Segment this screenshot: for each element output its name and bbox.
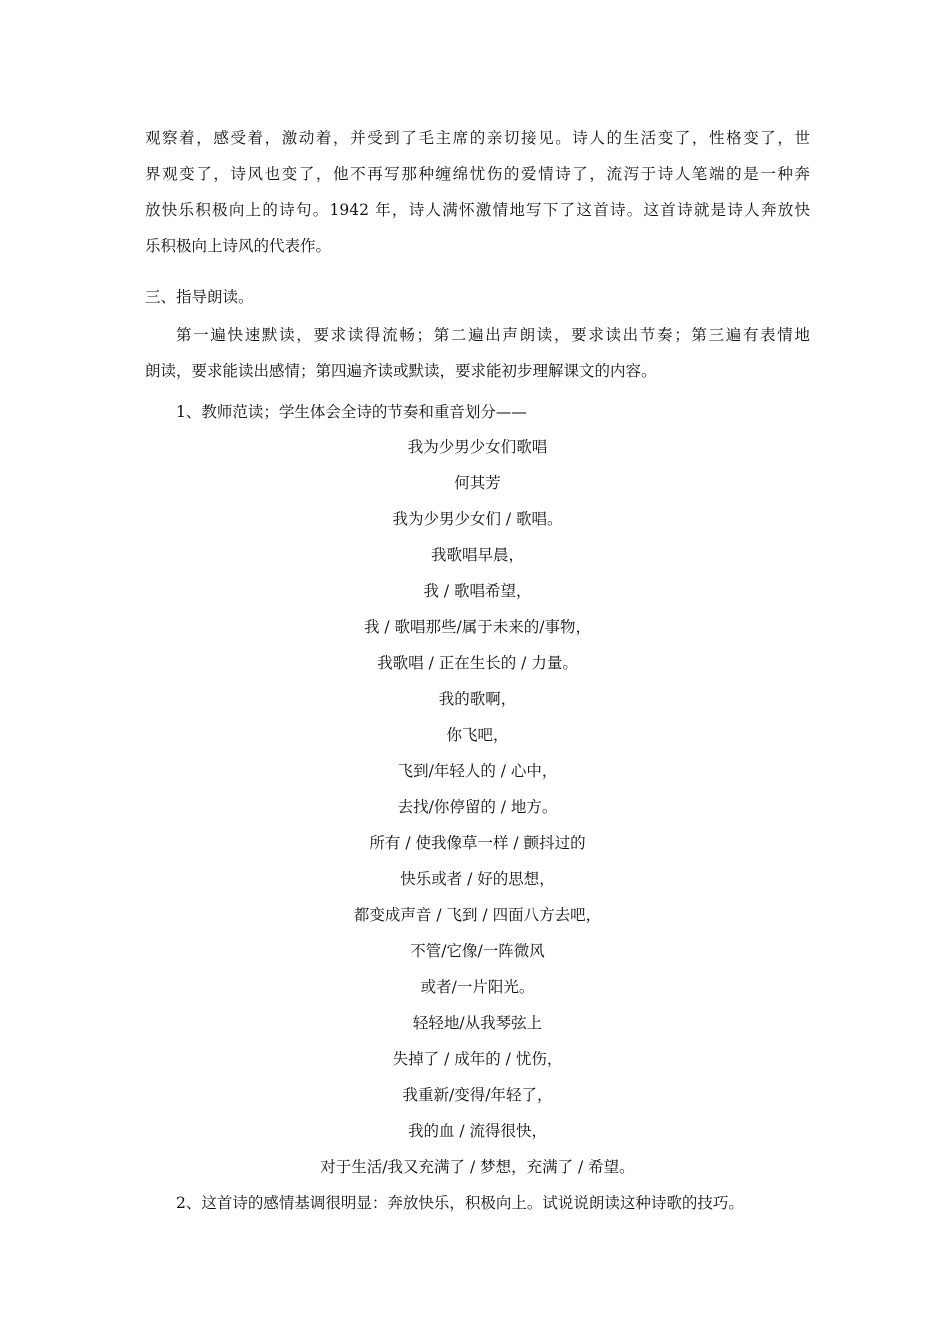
- poem-title: 我为少男少女们歌唱: [407, 438, 548, 456]
- poem-line: 我 / 歌唱希望，: [423, 582, 532, 600]
- poem-line: 都变成声音 / 飞到 / 四面八方去吧，: [353, 906, 602, 924]
- poem-line: 你飞吧，: [446, 726, 509, 744]
- item-2: 2、这首诗的感情基调很明显：奔放快乐，积极向上。试说说朗读这种诗歌的技巧。: [176, 1194, 744, 1212]
- poem-line: 轻轻地/从我琴弦上: [412, 1014, 543, 1032]
- poem-line: 我的歌啊，: [438, 690, 517, 708]
- poem-line: 或者/一片阳光。: [420, 978, 535, 996]
- poem-line: 我 / 歌唱那些/属于未来的/事物，: [363, 618, 592, 636]
- intro-line-2: 界观变了，诗风也变了，他不再写那种缠绵忧伤的爱情诗了，流泻于诗人笔端的是一种奔: [145, 165, 810, 183]
- reading-line-1: 第一遍快速默读，要求读得流畅；第二遍出声朗读，要求读出节奏；第三遍有表情地: [176, 326, 810, 344]
- poem-line: 去找/你停留的 / 地方。: [397, 798, 558, 816]
- poem-line: 我歌唱早晨，: [430, 546, 524, 564]
- reading-line-2: 朗读，要求能读出感情；第四遍齐读或默读，要求能初步理解课文的内容。: [145, 362, 657, 380]
- poem-line: 不管/它像/一阵微风: [410, 942, 545, 960]
- poem-line: 对于生活/我又充满了 / 梦想，充满了 / 希望。: [320, 1158, 635, 1176]
- section-heading: 三、指导朗读。: [145, 288, 254, 306]
- poem-line: 我的血 / 流得很快，: [407, 1122, 548, 1140]
- poem-line: 我为少男少女们 / 歌唱。: [392, 510, 563, 528]
- poem-author: 何其芳: [454, 474, 501, 492]
- poem-line: 快乐或者 / 好的思想，: [400, 870, 555, 888]
- poem-line: 我重新/变得/年轻了，: [402, 1086, 553, 1104]
- poem-line: 所有 / 使我像草一样 / 颤抖过的: [369, 834, 586, 852]
- intro-line-3: 放快乐积极向上的诗句。1942 年，诗人满怀激情地写下了这首诗。这首诗就是诗人奔放快: [145, 201, 810, 219]
- intro-line-4: 乐积极向上诗风的代表作。: [145, 237, 332, 255]
- intro-line-1: 观察着，感受着，激动着，并受到了毛主席的亲切接见。诗人的生活变了，性格变了，世: [145, 129, 810, 147]
- poem-line: 飞到/年轻人的 / 心中，: [397, 762, 558, 780]
- poem-line: 失掉了 / 成年的 / 忧伤，: [392, 1050, 563, 1068]
- item-1: 1、教师范读；学生体会全诗的节奏和重音划分——: [176, 403, 527, 421]
- poem-line: 我歌唱 / 正在生长的 / 力量。: [377, 654, 578, 672]
